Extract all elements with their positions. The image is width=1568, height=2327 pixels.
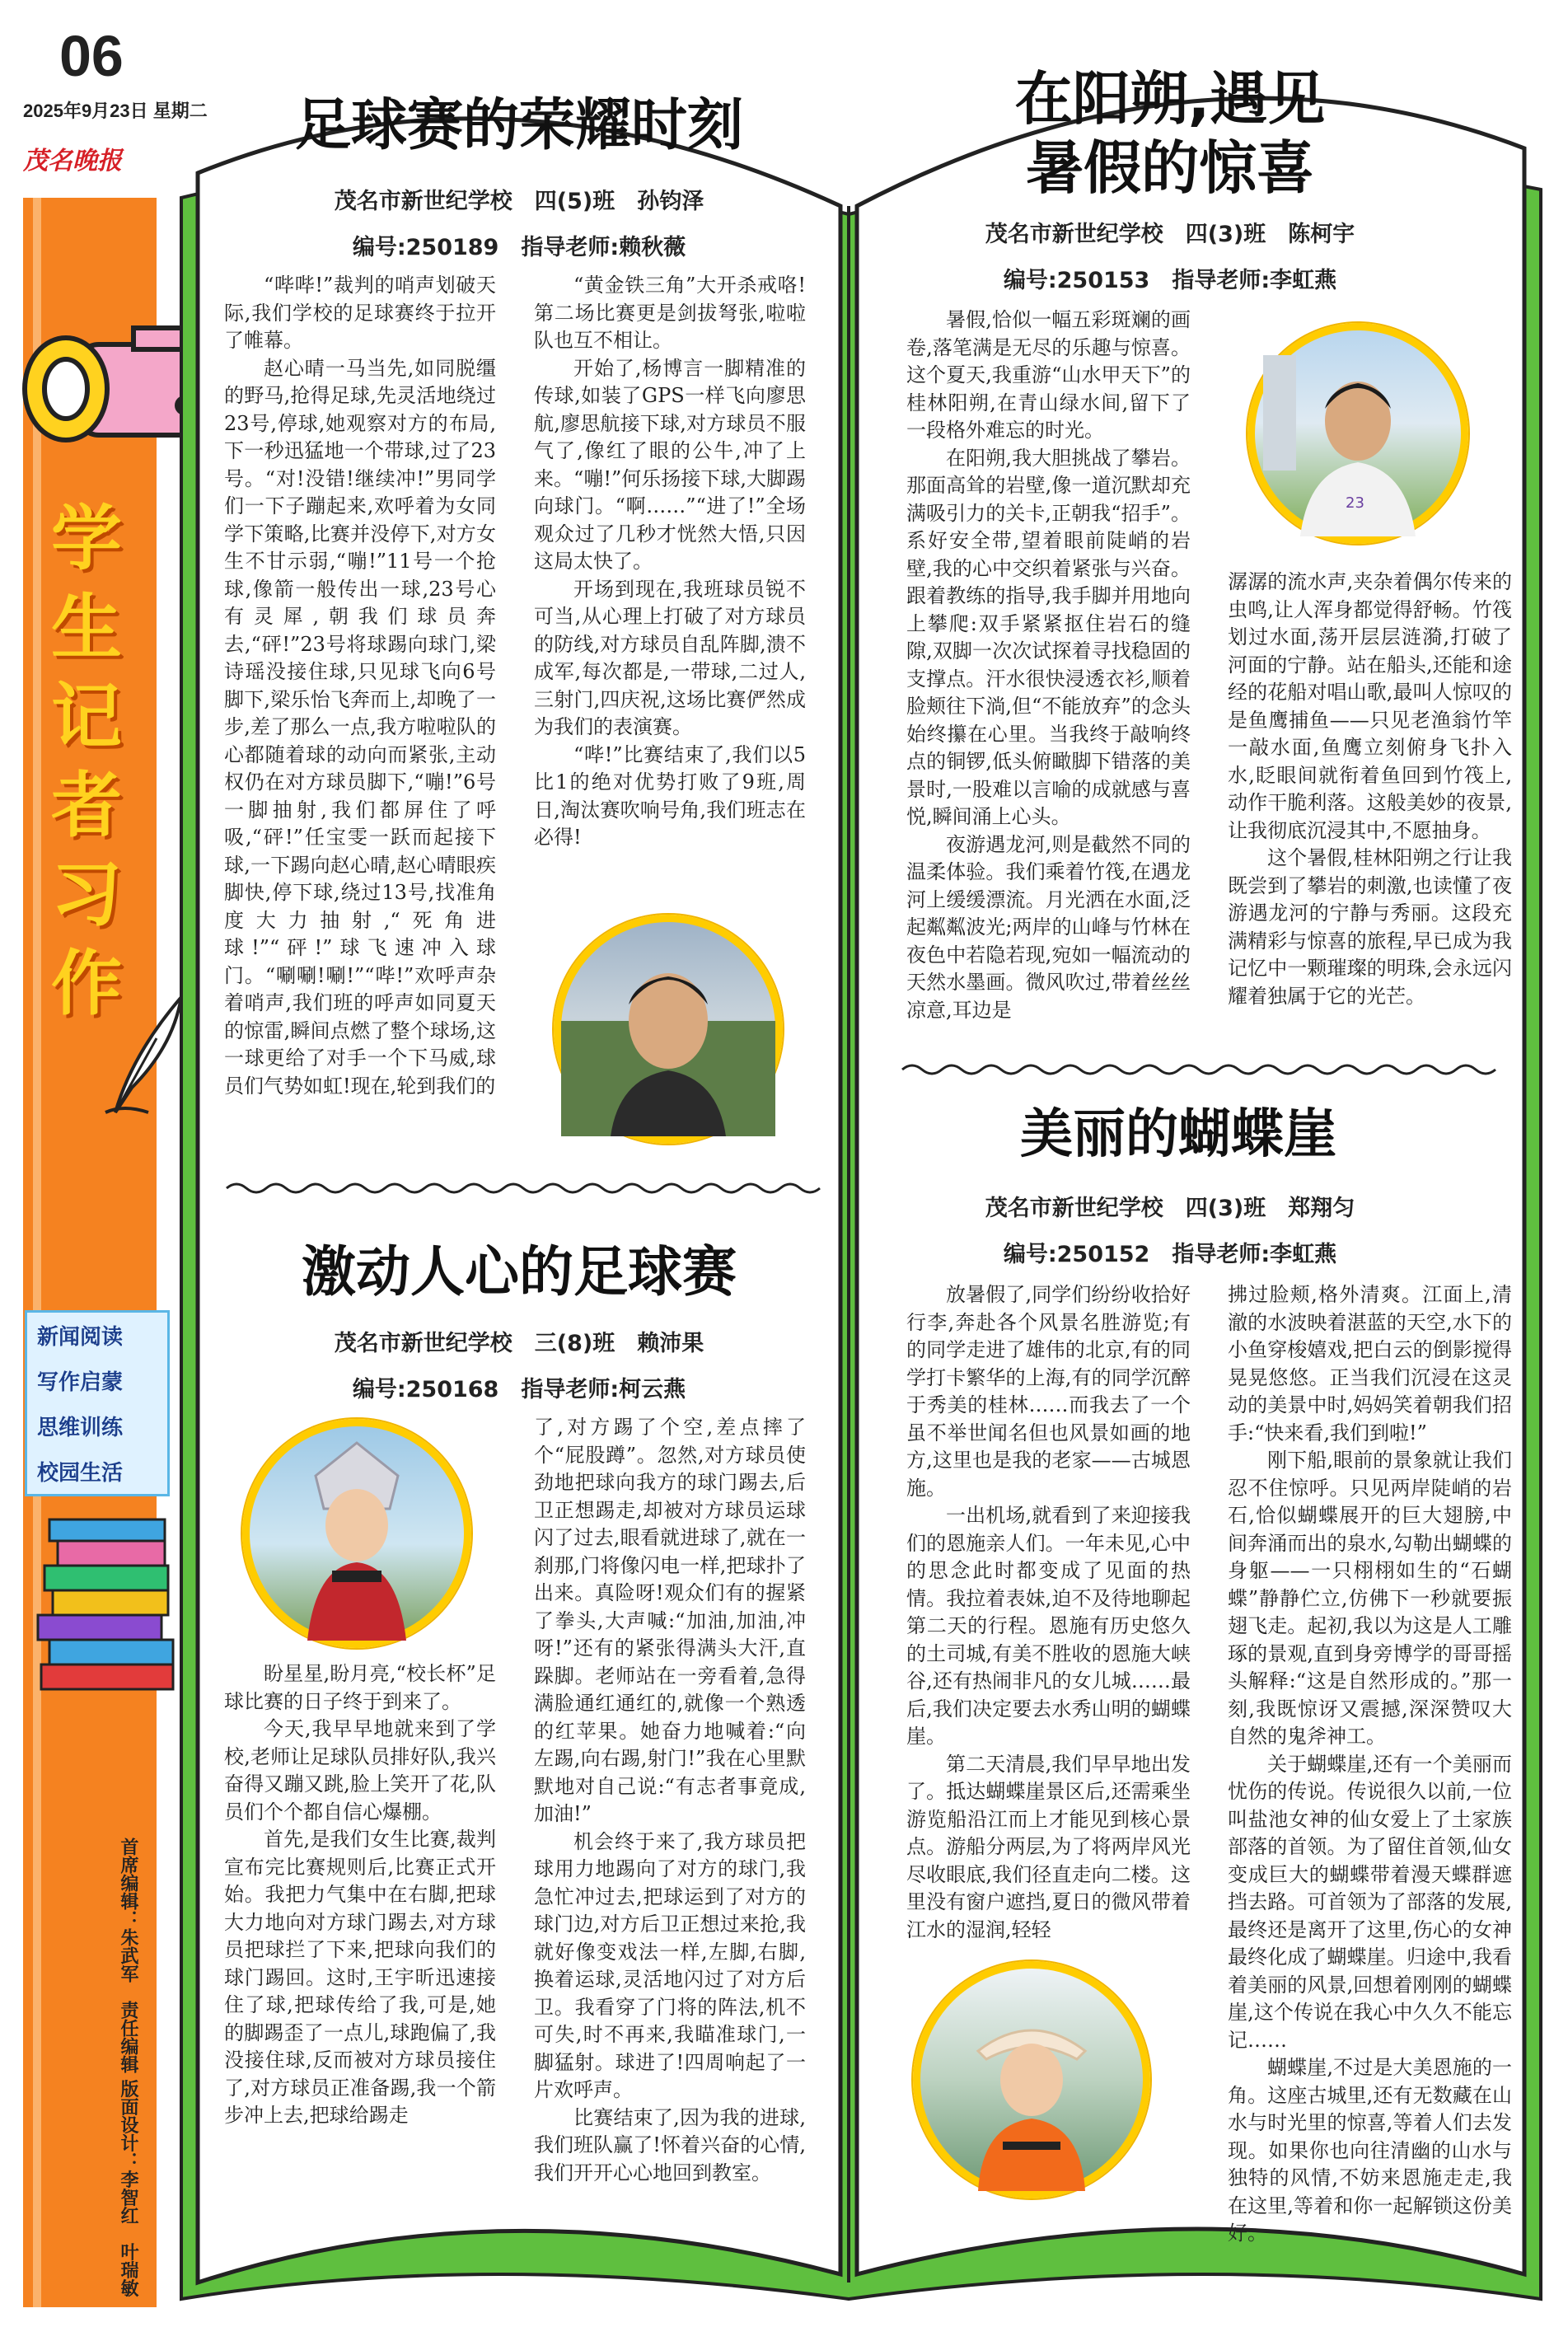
column-title-char: 者: [51, 765, 122, 847]
article-1-col-1: [224, 272, 496, 1137]
article-4-code: 编号:250152 指导老师:李虹燕: [1003, 1242, 1337, 1267]
article-4-paragraph: 放暑假了,同学们纷纷收拾好行李,奔赴各个风景名胜游览;有的同学走进了雄伟的北京,有的同学打卡繁华的上海,有的同学沉醉于秀美的桂林……而我去了一个虽不举世闻名但也风景如画的地方,这里也是我的老家——古城恩施。: [906, 1283, 1191, 1500]
article-3-col-1: [906, 307, 1191, 1040]
column-title: [41, 494, 132, 1028]
column-title-char: 学: [51, 498, 122, 580]
page-number: 06: [59, 24, 124, 88]
article-1-paragraph: “哔哔!”裁判的哨声划破天际,我们学校的足球赛终于拉开了帷幕。: [224, 274, 496, 352]
article-3-school: 茂名市新世纪学校 四(3)班 陈柯宇: [985, 222, 1355, 247]
section-nav: [25, 1310, 170, 1496]
article-3-paragraph: 夜游遇龙河,则是截然不同的温柔体验。我们乘着竹筏,在遇龙河上缓缓漂流。月光洒在水面,泛起粼粼波光;两岸的山峰与竹林在夜色中若隐若现,宛如一幅流动的天然水墨画。微风吹过,带着丝丝凉意,耳边是: [906, 832, 1191, 1022]
article-1-col-2: [534, 272, 806, 882]
article-2-paragraph: 今天,我早早地就来到了学校,老师让足球队员排好队,我兴奋得又蹦又跳,脸上笑开了花,队员们个个都自信心爆棚。: [224, 1717, 496, 1824]
svg-text:23: 23: [1346, 494, 1364, 512]
portrait-icon: [1255, 330, 1461, 536]
column-title-char: 生: [51, 587, 122, 669]
article-4-paragraph: 刚下船,眼前的景象就让我们忍不住惊呼。只见两岸陡峭的岩石,恰似蝴蝶展开的巨大翅膀,中间奔涌而出的泉水,勾勒出蝴蝶的身躯——一只栩栩如生的“石蝴蝶”静静伫立,仿佛下一秒就要振翅飞走。起初,我以为这是人工雕琢的景观,直到身旁博学的哥哥摇头解释:“这是自然形成的。”那一刻,我既惊讶又震撼,深深赞叹大自然的鬼斧神工。: [1228, 1449, 1512, 1748]
column-title-char: 习: [51, 854, 122, 936]
author-photo: [242, 1419, 471, 1648]
nav-item-writing[interactable]: 写作启蒙: [37, 1370, 124, 1395]
article-2-paragraph: 了,对方踢了个空,差点摔了个“屁股蹲”。忽然,对方球员使劲地把球向我方的球门踢去,后卫正想踢走,却被对方球员运球闪了过去,眼看就进球了,就在一刹那,门将像闪电一样,把球扑了出来。真险呀!观众们有的握紧了拳头,大声喊:“加油,加油,冲呀!”还有的紧张得满头大汗,直跺脚。老师站在一旁看着,急得满脸通红通红的,就像一个熟透的红苹果。她奋力地喊着:“向左踢,向右踢,射门!”我在心里默默地对自己说:“有志者事竟成,加油!”: [534, 1416, 806, 1825]
article-3-paragraph: 潺潺的流水声,夹杂着偶尔传来的虫鸣,让人浑身都觉得舒畅。竹筏划过水面,荡开层层涟漪,打破了河面的宁静。站在船头,还能和途经的花船对唱山歌,最叫人惊叹的是鱼鹰捕鱼——只见老渔翁竹竿一敲水面,鱼鹰立刻俯身飞扑入水,眨眼间就衔着鱼回到竹筏上,动作干脆利落。这般美妙的夜景,让我彻底沉浸其中,不愿抽身。: [1228, 570, 1512, 842]
article-2-col-2: [534, 1414, 806, 2222]
weekday-text: 星期二: [152, 101, 208, 121]
article-1-school: 茂名市新世纪学校 四(5)班 孙钧泽: [334, 189, 704, 214]
date-text: 2025年9月23日: [23, 101, 148, 121]
article-1-paragraph: 开场到现在,我班球员锐不可当,从心理上打破了对方球员的防线,对方球员自乱阵脚,溃不成军,每次都是,一带球,二过人,三射门,四庆祝,这场比赛俨然成为我们的表演赛。: [534, 577, 806, 738]
article-4-col-1: [906, 1281, 1191, 1941]
nav-item-campus-life[interactable]: 校园生活: [37, 1461, 124, 1486]
author-photo: [913, 1961, 1150, 2198]
article-3-title-line: 暑假的惊喜: [1026, 134, 1314, 202]
article-2-col-1: [224, 1660, 496, 2221]
article-4-title: 美丽的蝴蝶崖: [1020, 1104, 1336, 1165]
article-4-school: 茂名市新世纪学校 四(3)班 郑翔匀: [985, 1196, 1355, 1221]
article-3-paragraph: 在阳朔,我大胆挑战了攀岩。那面高耸的岩壁,像一道沉默却充满吸引力的关卡,正朝我“招手”。系好安全带,望着眼前陡峭的岩壁,我的心中交织着紧张与兴奋。跟着教练的指导,我手脚并用地向上攀爬:双手紧紧抠住岩石的缝隙,双脚一次次试探着寻找稳固的支撑点。汗水很快浸透衣衫,顺着脸颊往下淌,但“不能放弃”的念头始终攥在心里。当我终于敲响终点的铜锣,低头俯瞰脚下错落的美景时,一股难以言喻的成就感与喜悦,瞬间涌上心头。: [906, 446, 1191, 828]
article-2-paragraph: 比赛结束了,因为我的进球,我们班队赢了!怀着兴奋的心情,我们开开心心地回到教室。: [534, 2105, 806, 2184]
editor-credits: 首席编辑：朱武军 责任编辑 版面设计：李智红 叶瑞敏: [118, 1838, 138, 2297]
article-4-paragraph: 拂过脸颊,格外清爽。江面上,清澈的水波映着湛蓝的天空,水下的小鱼穿梭嬉戏,把白云的倒影搅得晃晃悠悠。正当我们沉浸在这灵动的美景中时,妈妈笑着朝我们招手:“快来看,我们到啦!”: [1228, 1283, 1512, 1444]
article-2-paragraph: 盼星星,盼月亮,“校长杯”足球比赛的日子终于到来了。: [224, 1662, 496, 1713]
article-4-paragraph: 关于蝴蝶崖,还有一个美丽而忧伤的传说。传说很久以前,一位叫盐池女神的仙女爱上了土家族部落的首领。为了留住首领,仙女变成巨大的蝴蝶带着漫天蝶群遮挡去路。可首领为了部落的发展,最终还是离开了这里,伤心的女神最终化成了蝴蝶崖。归途中,我看着美丽的风景,回想着刚刚的蝴蝶崖,这个传说在我心中久久不能忘记……: [1228, 1752, 1512, 2052]
article-4-paragraph: 一出机场,就看到了来迎接我们的恩施亲人们。一年未见,心中的思念此时都变成了见面的热情。我拉着表妹,迫不及待地聊起第二天的行程。恩施有历史悠久的土司城,有美不胜收的恩施大峡谷,还有热闹非凡的女儿城……最后,我们决定要去水秀山明的蝴蝶崖。: [906, 1504, 1191, 1748]
portrait-icon: [920, 1969, 1143, 2191]
article-1-paragraph: 开始了,杨博言一脚精准的传球,如装了GPS一样飞向廖思航,廖思航接下球,对方球员不服气了,像红了眼的公牛,冲了上来。“嘣!”何乐扬接下球,大脚踢向球门。“啊……”“进了!”全场观众过了几秒才恍然大悟,只因这局太快了。: [534, 356, 806, 573]
article-4-paragraph: 蝴蝶崖,不过是大美恩施的一角。这座古城里,还有无数藏在山水与时光里的惊喜,等着人们去发现。如果你也向往清幽的山水与独特的风情,不妨来恩施走走,我在这里,等着和你一起解锁这份美好。: [1228, 2056, 1512, 2245]
article-2-title: 激动人心的足球赛: [302, 1240, 737, 1304]
article-2-school: 茂名市新世纪学校 三(8)班 赖沛果: [334, 1331, 704, 1356]
article-2-code: 编号:250168 指导老师:柯云燕: [352, 1377, 686, 1402]
article-1-paragraph: 赵心晴一马当先,如同脱缰的野马,抢得足球,先灵活地绕过23号,停球,她观察对方的布局,下一秒迅猛地一个带球,过了23号。“对!没错!继续冲!”男同学们一下子蹦起来,欢呼着为女同学下策略,比赛并没停下,对方女生不甘示弱,“嘣!”11号一个抢球,像箭一般传出一球,23号心有灵犀,朝我们球员奔去,“砰!”23号将球踢向球门,梁诗瑶没接住球,只见球飞向6号脚下,梁乐怡飞奔而上,却晚了一步,差了那么一点,我方啦啦队的心都随着球的动向而紧张,主动权仍在对方球员脚下,“嘣!”6号一脚抽射,我们都屏住了呼吸,“砰!”任宝雯一跃而起接下球,一下踢向赵心晴,赵心晴眼疾脚快,停下球,绕过13号,找准角度大力抽射,“死角进球!”“砰!”球飞速冲入球门。“唰唰!唰!”“哔!”欢呼声杂着哨声,我们班的呼声如同夏天的惊雷,瞬间点燃了整个球场,这一球更给了对手一个下马威,球员们气势如虹!现在,轮到我们的: [224, 356, 496, 1098]
article-3-code: 编号:250153 指导老师:李虹燕: [1003, 268, 1337, 293]
nav-item-news-reading[interactable]: 新闻阅读: [37, 1325, 124, 1350]
newspaper-logo: 茂名晚报: [23, 147, 122, 176]
sidebar-stripe: [33, 198, 41, 2307]
article-1-code: 编号:250189 指导老师:赖秋薇: [352, 235, 686, 260]
portrait-icon: [561, 922, 775, 1136]
nav-item-thinking[interactable]: 思维训练: [37, 1416, 124, 1440]
author-photo: [554, 915, 783, 1144]
portrait-icon: [250, 1426, 464, 1641]
article-4-paragraph: 第二天清晨,我们早早地出发了。抵达蝴蝶崖景区后,还需乘坐游览船沿江而上才能见到核心景点。游船分两层,为了将两岸风光尽收眼底,我们径直走向二楼。这里没有窗户遮挡,夏日的微风带着江水的湿润,轻轻: [906, 1752, 1191, 1941]
article-2-paragraph: 首先,是我们女生比赛,裁判宣布完比赛规则后,比赛正式开始。我把力气集中在右脚,把球大力地向对方球门踢去,对方球员把球拦了下来,把球向我们的球门踢回。这时,王宇昕迅速接住了球,把球传给了我,可是,她的脚踢歪了一点儿,球跑偏了,我没接住球,反而被对方球员接住了,对方球员正准备踢,我一个箭步冲上去,把球给踢走: [224, 1828, 496, 2127]
column-title-char: 记: [51, 676, 122, 758]
article-1-title: 足球赛的荣耀时刻: [294, 93, 743, 158]
author-photo: [1247, 323, 1468, 544]
article-3-paragraph: 这个暑假,桂林阳朔之行让我既尝到了攀岩的刺激,也读懂了夜游遇龙河的宁静与秀丽。这段充满精彩与惊喜的旅程,早已成为我记忆中一颗璀璨的明珠,会永远闪耀着独属于它的光芒。: [1228, 846, 1512, 1008]
article-1-paragraph: “哔!”比赛结束了,我们以5比1的绝对优势打败了9班,周日,淘汰赛吹响号角,我们班志在必得!: [534, 742, 806, 849]
article-4-col-2: [1228, 1281, 1512, 2245]
article-3-col-2: [1228, 569, 1512, 1038]
article-3-paragraph: 暑假,恰似一幅五彩斑斓的画卷,落笔满是无尽的乐趣与惊喜。这个夏天,我重游“山水甲天下”的桂林阳朔,在青山绿水间,留下了一段格外难忘的时光。: [906, 308, 1191, 442]
article-3-title: [873, 64, 1467, 203]
column-title-char: 作: [51, 943, 122, 1025]
article-3-title-line: 在阳朔,遇见: [1014, 65, 1326, 133]
article-1-paragraph: “黄金铁三角”大开杀戒咯!第二场比赛更是剑拔弩张,啦啦队也互不相让。: [534, 274, 806, 352]
article-2-paragraph: 机会终于来了,我方球员把球用力地踢向了对方的球门,我急忙冲过去,把球运到了对方的球门边,对方后卫正想过来抢,我就好像变戏法一样,左脚,右脚,换着运球,灵活地闪过了对方后卫。我看穿了门将的阵法,机不可失,时不再来,我瞄准球门,一脚猛射。球进了!四周响起了一片欢呼声。: [534, 1829, 806, 2101]
